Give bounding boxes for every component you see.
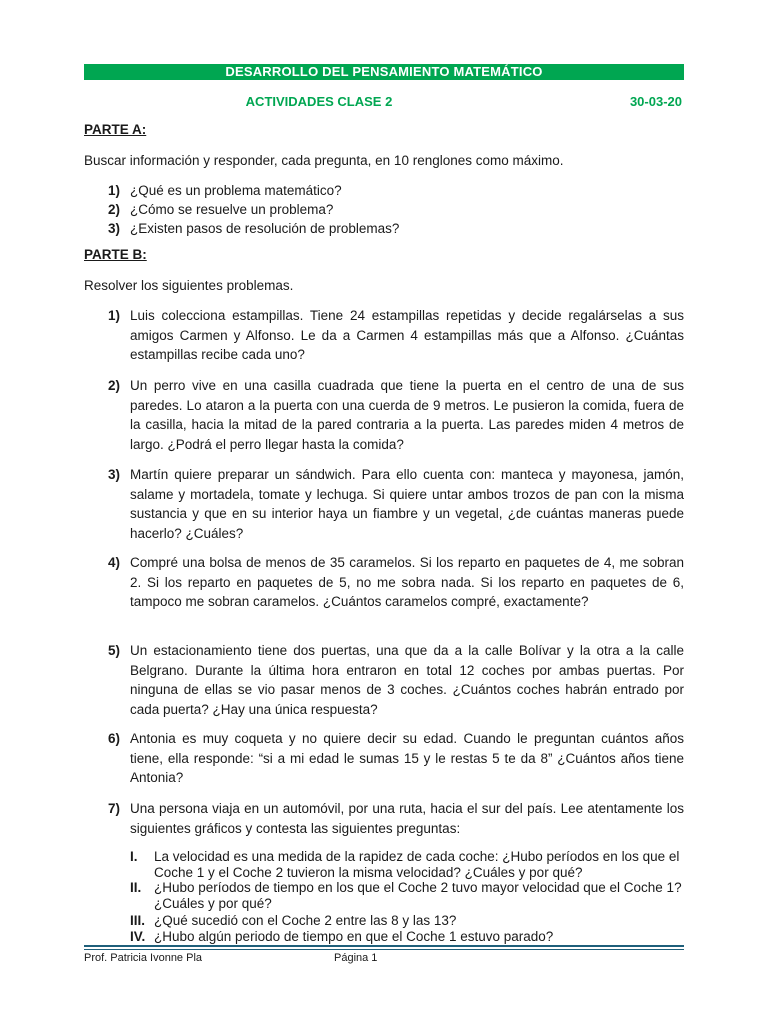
- problem-number: 1): [108, 308, 121, 323]
- subquestion-text: ¿Qué sucedió con el Coche 2 entre las 8 y las 13?: [154, 913, 457, 928]
- problem-text: Luis colecciona estampillas. Tiene 24 estampillas repetidas y decide regalárselas a sus amigos Carmen y Alfonso. Le da a Carmen 4 estampillas más que a Alfonso. ¿Cuántas estampillas recibe cada uno?: [130, 308, 684, 362]
- subheader: [84, 94, 684, 110]
- problem-number: 4): [108, 555, 121, 570]
- subquestion-text: ¿Hubo algún periodo de tiempo en que el Coche 1 estuvo parado?: [154, 929, 554, 944]
- item-text: ¿Existen pasos de resolución de problemas?: [130, 221, 400, 236]
- footer-author: Prof. Patricia Ivonne Pla: [84, 952, 203, 964]
- subquestion-3: [130, 913, 690, 929]
- subquestion-text: La velocidad es una medida de la rapidez de cada coche: ¿Hubo períodos en los que el Coche 1 y el Coche 2 tuvieron la misma velocidad? ¿Cuáles y por qué?: [154, 849, 680, 880]
- problem-text: Un perro vive en una casilla cuadrada que tiene la puerta en el centro de una de sus paredes. Lo ataron a la puerta con una cuerda de 9 metros. Le pusieron la comida, fuera de la casilla, hacia la mitad de la pared contraria a la puerta. Las paredes miden 4 metros de largo. ¿Podrá el perro llegar hasta la comida?: [130, 378, 684, 452]
- footer-divider-thin: [84, 949, 684, 950]
- part-a-intro: Buscar información y responder, cada pregunta, en 10 renglones como máximo.: [84, 153, 564, 168]
- footer-divider: [84, 945, 684, 947]
- list-item: [108, 200, 684, 219]
- course-banner: DESARROLLO DEL PENSAMIENTO MATEMÁTICO: [84, 64, 684, 80]
- activity-title: ACTIVIDADES CLASE 2: [245, 94, 393, 109]
- problem-text: Martín quiere preparar un sándwich. Para ello cuenta con: manteca y mayonesa, jamón, salame y mortadela, tomate y lechuga. Si quiere untar ambos trozos de pan con la misma sustancia y que en su interior haya un fiambre y un vegetal, ¿de cuántas maneras puede hacerlo? ¿Cuáles?: [130, 467, 684, 541]
- problem-number: 3): [108, 467, 121, 482]
- page-number: Página 1: [334, 952, 378, 964]
- subquestion-4: [130, 929, 690, 945]
- subquestion-text: ¿Hubo períodos de tiempo en los que el Coche 2 tuvo mayor velocidad que el Coche 1? ¿Cuáles y por qué?: [154, 880, 682, 911]
- problem-text: Un estacionamiento tiene dos puertas, una que da a la calle Bolívar y la otra a la calle Belgrano. Durante la última hora entraron en total 12 coches por ambas puertas. Por ninguna de ellas se vio pasar menos de 3 coches. ¿Cuántos coches habrán entrado por cada puerta? ¿Hay una única respuesta?: [130, 643, 684, 717]
- subquestion-number: IV.: [130, 929, 146, 944]
- problem-2: [108, 376, 684, 454]
- part-b-heading: PARTE B:: [84, 247, 147, 262]
- problem-text: Compré una bolsa de menos de 35 caramelos. Si los reparto en paquetes de 4, me sobran 2. Si los reparto en paquetes de 5, no me sobra nada. Si los reparto en paquetes de 6, tampoco me sobran caramelos. ¿Cuántos caramelos compré, exactamente?: [130, 555, 684, 609]
- problem-text: Una persona viaja en un automóvil, por una ruta, hacia el sur del país. Lee atentamente los siguientes gráficos y contesta las siguientes preguntas:: [130, 801, 684, 836]
- subquestion-number: II.: [130, 880, 142, 895]
- problem-5: [108, 641, 684, 719]
- part-a-heading: PARTE A:: [84, 122, 147, 137]
- problem-6: [108, 729, 684, 788]
- problem-number: 7): [108, 801, 121, 816]
- problem-3: [108, 465, 684, 543]
- item-number: 2): [108, 202, 121, 217]
- subquestion-1: [130, 849, 690, 881]
- problem-number: 2): [108, 378, 121, 393]
- part-a-question-list: [108, 181, 684, 238]
- item-text: ¿Qué es un problema matemático?: [130, 183, 342, 198]
- problem-1: [108, 306, 684, 365]
- problem-number: 5): [108, 643, 121, 658]
- subquestion-number: III.: [130, 913, 146, 928]
- list-item: [108, 181, 684, 200]
- item-number: 1): [108, 183, 121, 198]
- activity-date: 30-03-20: [629, 94, 682, 109]
- item-text: ¿Cómo se resuelve un problema?: [130, 202, 334, 217]
- item-number: 3): [108, 221, 121, 236]
- subquestion-number: I.: [130, 849, 138, 864]
- problem-number: 6): [108, 731, 121, 746]
- subquestion-2: [130, 880, 690, 912]
- problem-text: Antonia es muy coqueta y no quiere decir su edad. Cuando le preguntan cuántos años tiene, ella responde: “si a mi edad le sumas 15 y le restas 5 te da 8” ¿Cuántos años tiene Antonia?: [130, 731, 684, 785]
- problem-7: [108, 799, 684, 838]
- part-b-intro: Resolver los siguientes problemas.: [84, 278, 294, 293]
- problem-4: [108, 553, 684, 612]
- list-item: [108, 219, 684, 238]
